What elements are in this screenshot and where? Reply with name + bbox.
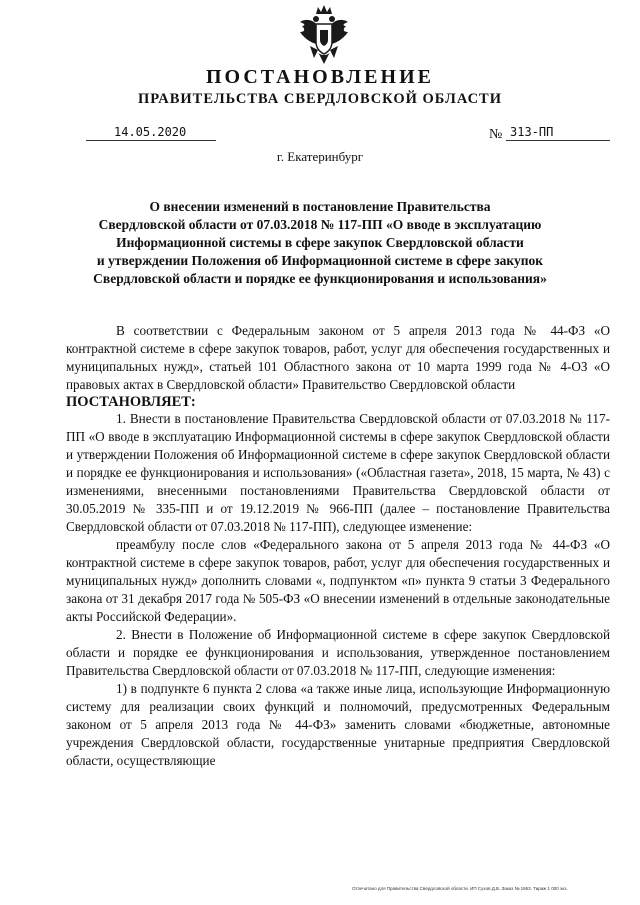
document-number: 313-ПП bbox=[506, 125, 610, 141]
document-heading bbox=[60, 198, 580, 288]
document-subtitle: ПРАВИТЕЛЬСТВА СВЕРДЛОВСКОЙ ОБЛАСТИ bbox=[137, 91, 503, 107]
number-sign: № bbox=[489, 127, 503, 142]
document-body bbox=[66, 322, 610, 770]
paragraph-2-1: 1) в подпункте 6 пункта 2 слова «а также иные лица, использующие Информационную систему для реализации своих функций и полномочий, предусмотренных Федеральным законом от 5 апреля 2013 года № 44-ФЗ» заменить словами «бюджетные, автономные учреждения Свердловской области, государственные унитарные предприятия Свердловской области, осуществляющие bbox=[66, 681, 610, 768]
paragraph-2: 2. Внести в Положение об Информационной системе в сфере закупок Свердловской области и порядке ее функционирования и использования, утвержденное постановлением Правительства Свердловской области от 07.03.2018 № 117-ПП, следующие изменения: bbox=[66, 627, 610, 678]
heading-line: Свердловской области и порядке ее функционирования и использования» bbox=[93, 271, 547, 286]
decree-word: ПОСТАНОВЛЯЕТ: bbox=[66, 394, 196, 410]
heading-line: Информационной системы в сфере закупок Свердловской области bbox=[116, 235, 524, 250]
intro-paragraph: В соответствии с Федеральным законом от 5 апреля 2013 года № 44-ФЗ «О контрактной системе в сфере закупок товаров, работ, услуг для обеспечения государственных и муниципальных нужд», статьей 101 Областного закона от 10 марта 1999 года № 4-ОЗ «О правовых актах в Свердловской области» Правительство Свердловской области bbox=[66, 323, 610, 392]
document-date: 14.05.2020 bbox=[86, 125, 216, 141]
coat-of-arms-icon bbox=[296, 4, 352, 68]
city: г. Екатеринбург bbox=[276, 149, 364, 164]
paragraph-preamble: преамбулу после слов «Федерального закона от 5 апреля 2013 года № 44-ФЗ «О контрактной системе в сфере закупок товаров, работ, услуг для обеспечения государственных и муниципальных нужд» дополнить словами «, подпунктом «п» пункта 9 статьи 3 Федерального закона от 31 декабря 2017 года № 505-ФЗ «О внесении изменений в отдельные законодательные акты Российской Федерации». bbox=[66, 537, 610, 624]
paragraph-1: 1. Внести в постановление Правительства Свердловской области от 07.03.2018 № 117-ПП «О вводе в эксплуатацию Информационной системы в сфере закупок Свердловской области и утверждении Положения об Информационной системе в сфере закупок Свердловской области и порядке ее функционирования и использования» («Областная газета», 2018, 15 марта, № 43) с изменениями, внесенными постановлениями Правительства Свердловской области от 30.05.2019 № 335-ПП и от 19.12.2019 № 966-ПП (далее – постановление Правительства Свердловской области от 07.03.2018 № 117-ПП), следующее изменение: bbox=[66, 411, 610, 534]
document-title: ПОСТАНОВЛЕНИЕ bbox=[206, 66, 434, 88]
print-note: Отпечатано для Правительства Свердловской области. ИП Сухов Д.В. Заказ № 1863. Тираж 1 000 экз. bbox=[352, 886, 568, 891]
heading-line: О внесении изменений в постановление Правительства bbox=[149, 199, 491, 214]
heading-line: и утверждении Положения об Информационной системе в сфере закупок bbox=[96, 253, 544, 268]
heading-line: Свердловской области от 07.03.2018 № 117-ПП «О вводе в эксплуатацию bbox=[98, 217, 542, 232]
